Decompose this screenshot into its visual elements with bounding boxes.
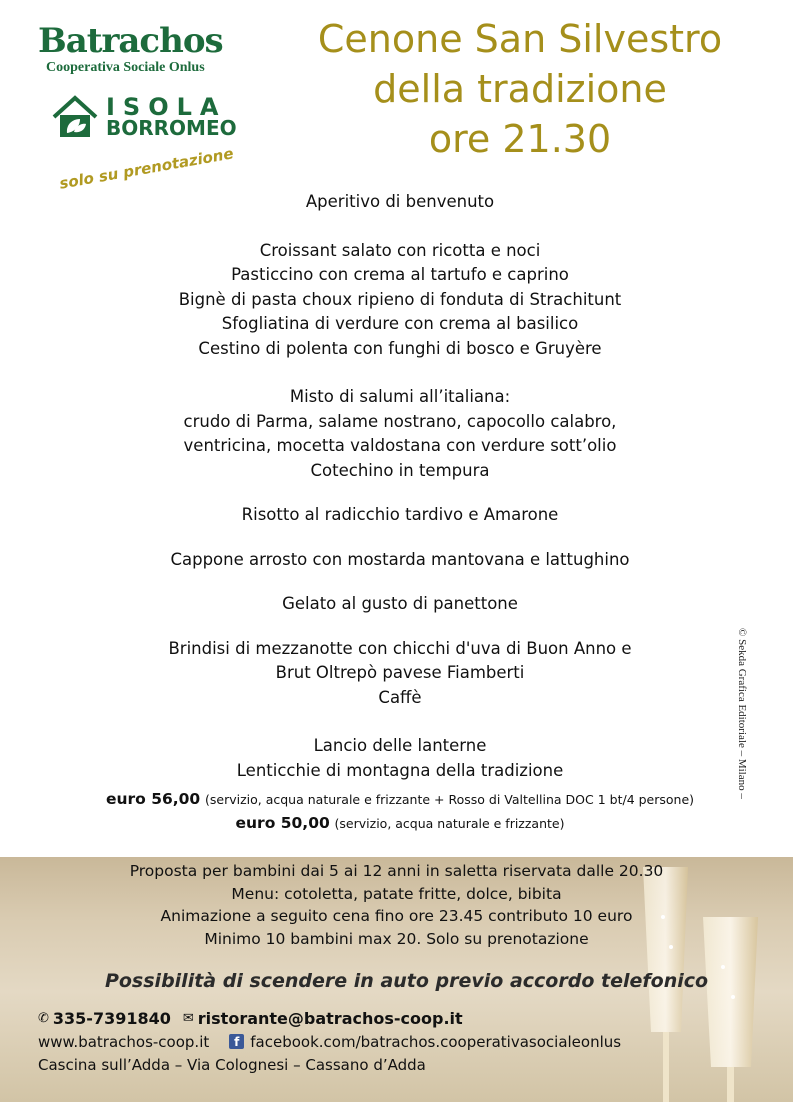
- address: Cascina sull’Adda – Via Colognesi – Cassano d’Adda: [38, 1055, 426, 1074]
- reservation-tag: solo su prenotazione: [58, 144, 235, 193]
- kids-offer: [20, 860, 773, 950]
- website-link[interactable]: www.batrachos-coop.it: [38, 1032, 210, 1051]
- title-line-2: della tradizione: [373, 67, 667, 111]
- menu-item: Misto di salumi all’italiana:: [289, 387, 511, 406]
- phone-number[interactable]: 335-7391840: [52, 1009, 171, 1028]
- menu-item: Bignè di pasta choux ripieno di fonduta di Strachitunt: [178, 289, 622, 309]
- house-leaf-icon: [52, 95, 98, 141]
- kids-line: Menu: cotoletta, patate fritte, dolce, bibita: [231, 884, 562, 903]
- batrachos-wordmark: Batrachos: [38, 21, 223, 61]
- page-title: [270, 14, 770, 164]
- menu-item: Croissant salato con ricotta e noci: [259, 240, 541, 260]
- facebook-icon: f: [229, 1034, 244, 1049]
- title-line-1: Cenone San Silvestro: [317, 17, 723, 61]
- phone-icon: ✆: [38, 1011, 49, 1026]
- batrachos-subtitle: Cooperativa Sociale Onlus: [46, 60, 205, 75]
- isola-wordmark: ISOLA: [106, 93, 227, 121]
- kids-line: Minimo 10 bambini max 20. Solo su prenotazione: [204, 929, 589, 948]
- menu-risotto: Risotto al radicchio tardivo e Amarone: [241, 505, 559, 524]
- kids-line: Proposta per bambini dai 5 ai 12 anni in saletta riservata dalle 20.30: [129, 862, 664, 880]
- menu: [80, 190, 720, 783]
- footer-band: [0, 857, 793, 1102]
- contacts: [38, 1007, 621, 1076]
- menu-item: ventricina, mocetta valdostana con verdure sott’olio: [183, 436, 617, 455]
- price-amount: euro 56,00: [105, 790, 201, 808]
- facebook-link[interactable]: facebook.com/batrachos.cooperativasocialeonlus: [250, 1032, 622, 1051]
- price-line: [40, 814, 760, 832]
- mail-icon: ✉: [182, 1011, 194, 1026]
- menu-item: Cestino di polenta con funghi di bosco e Gruyère: [198, 338, 602, 358]
- menu-item: Brut Oltrepò pavese Fiamberti: [275, 663, 525, 682]
- email-link[interactable]: ristorante@batrachos-coop.it: [197, 1009, 463, 1028]
- price-note: (servizio, acqua naturale e frizzante + Rosso di Valtellina DOC 1 bt/4 persone): [205, 792, 695, 807]
- menu-item: Pasticcino con crema al tartufo e caprino: [231, 265, 569, 284]
- title-line-3: ore 21.30: [428, 117, 612, 161]
- batrachos-logo: [38, 22, 248, 76]
- kids-line: Animazione a seguito cena fino ore 23.45 contributo 10 euro: [160, 907, 633, 925]
- borromeo-wordmark: BORROMEO: [106, 116, 237, 140]
- menu-item: crudo di Parma, salame nostrano, capocollo calabro,: [183, 411, 617, 431]
- car-note: Possibilità di scendere in auto previo accordo telefonico: [104, 970, 709, 992]
- menu-item: Caffè: [378, 687, 422, 707]
- price-amount: euro 50,00: [235, 814, 330, 832]
- menu-item: Lenticchie di montagna della tradizione: [236, 760, 564, 780]
- menu-gelato: Gelato al gusto di panettone: [282, 594, 518, 613]
- contact-row: [38, 1007, 621, 1030]
- menu-secondo: Cappone arrosto con mostarda mantovana e lattughino: [170, 549, 630, 569]
- price-note: (servizio, acqua naturale e frizzante): [334, 816, 565, 831]
- menu-item: Sfogliatina di verdure con crema al basilico: [221, 314, 579, 333]
- menu-aperitivo: Aperitivo di benvenuto: [305, 192, 495, 211]
- credit-text: © Sekda Grafica Editoriale – Milano –: [736, 628, 748, 799]
- menu-item: Brindisi di mezzanotte con chicchi d'uva di Buon Anno e: [168, 638, 632, 658]
- contact-row: [38, 1030, 621, 1053]
- price-line: [40, 790, 760, 808]
- menu-item: Cotechino in tempura: [310, 460, 490, 480]
- contact-row: [38, 1053, 621, 1076]
- menu-item: Lancio delle lanterne: [313, 736, 487, 755]
- isola-borromeo-logo: [52, 95, 262, 143]
